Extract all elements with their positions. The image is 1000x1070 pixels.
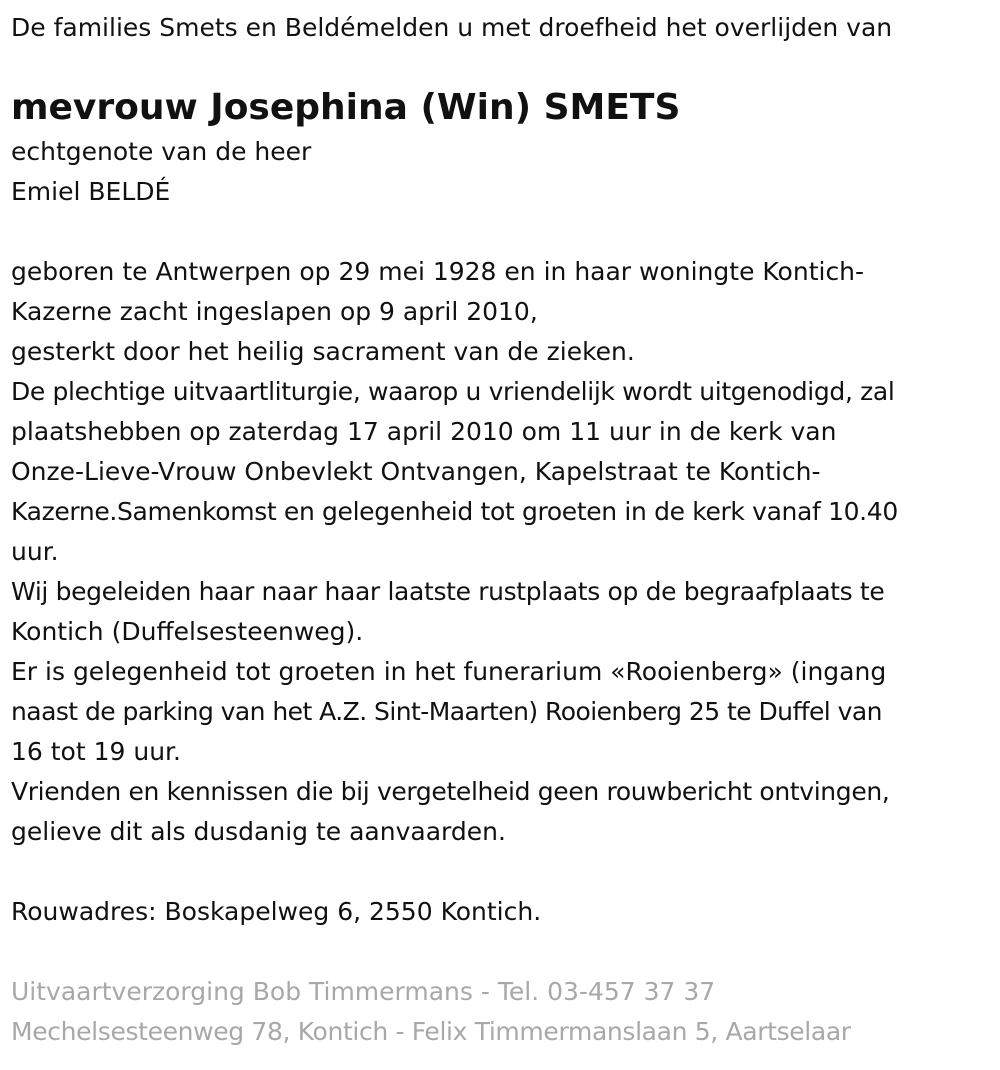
deceased-name: mevrouw Josephina (Win) SMETS <box>11 87 681 128</box>
body-line: Onze-Lieve-Vrouw Onbevlekt Ontvangen, Kapelstraat te Kontich- <box>11 457 821 486</box>
spouse-line: echtgenote van de heer <box>11 137 312 166</box>
body-line: geboren te Antwerpen op 29 mei 1928 en in haar woningte Kontich- <box>11 257 865 286</box>
funeral-director-footer <box>11 972 990 1052</box>
body-line: 16 tot 19 uur. <box>11 737 181 766</box>
obituary-body <box>11 252 990 852</box>
funeral-director-addresses: Mechelsesteenweg 78, Kontich - Felix Timmermanslaan 5, Aartselaar <box>11 1017 851 1046</box>
spacer <box>11 852 990 892</box>
body-line: De plechtige uitvaartliturgie, waarop u vriendelijk wordt uitgenodigd, zal <box>11 377 895 406</box>
body-line: Er is gelegenheid tot groeten in het funerarium «Rooienberg» (ingang <box>11 657 887 686</box>
mourning-address: Rouwadres: Boskapelweg 6, 2550 Kontich. <box>11 897 542 926</box>
body-line: naast de parking van het A.Z. Sint-Maarten) Rooienberg 25 te Duffel van <box>11 697 882 726</box>
body-line: uur. <box>11 537 59 566</box>
body-line: Kazerne.Samenkomst en gelegenheid tot groeten in de kerk vanaf 10.40 <box>11 497 898 526</box>
spacer <box>11 932 990 972</box>
body-line: plaatshebben op zaterdag 17 april 2010 om 11 uur in de kerk van <box>11 417 837 446</box>
funeral-director-name-phone: Uitvaartverzorging Bob Timmermans - Tel. 03-457 37 37 <box>11 977 716 1006</box>
intro-text: De families Smets en Beldémelden u met droefheid het overlijden van <box>11 13 893 42</box>
body-line: gesterkt door het heilig sacrament van de zieken. <box>11 337 635 366</box>
body-line: Vrienden en kennissen die bij vergetelheid geen rouwbericht ontvingen, <box>11 777 890 806</box>
spouse-name: Emiel BELDÉ <box>11 177 171 206</box>
body-line: Wij begeleiden haar naar haar laatste rustplaats op de begraafplaats te <box>11 577 885 606</box>
body-line: Kontich (Duffelsesteenweg). <box>11 617 364 646</box>
body-line: gelieve dit als dusdanig te aanvaarden. <box>11 817 506 846</box>
spacer <box>11 212 990 252</box>
spacer <box>11 48 990 86</box>
body-line: Kazerne zacht ingeslapen op 9 april 2010, <box>11 297 538 326</box>
